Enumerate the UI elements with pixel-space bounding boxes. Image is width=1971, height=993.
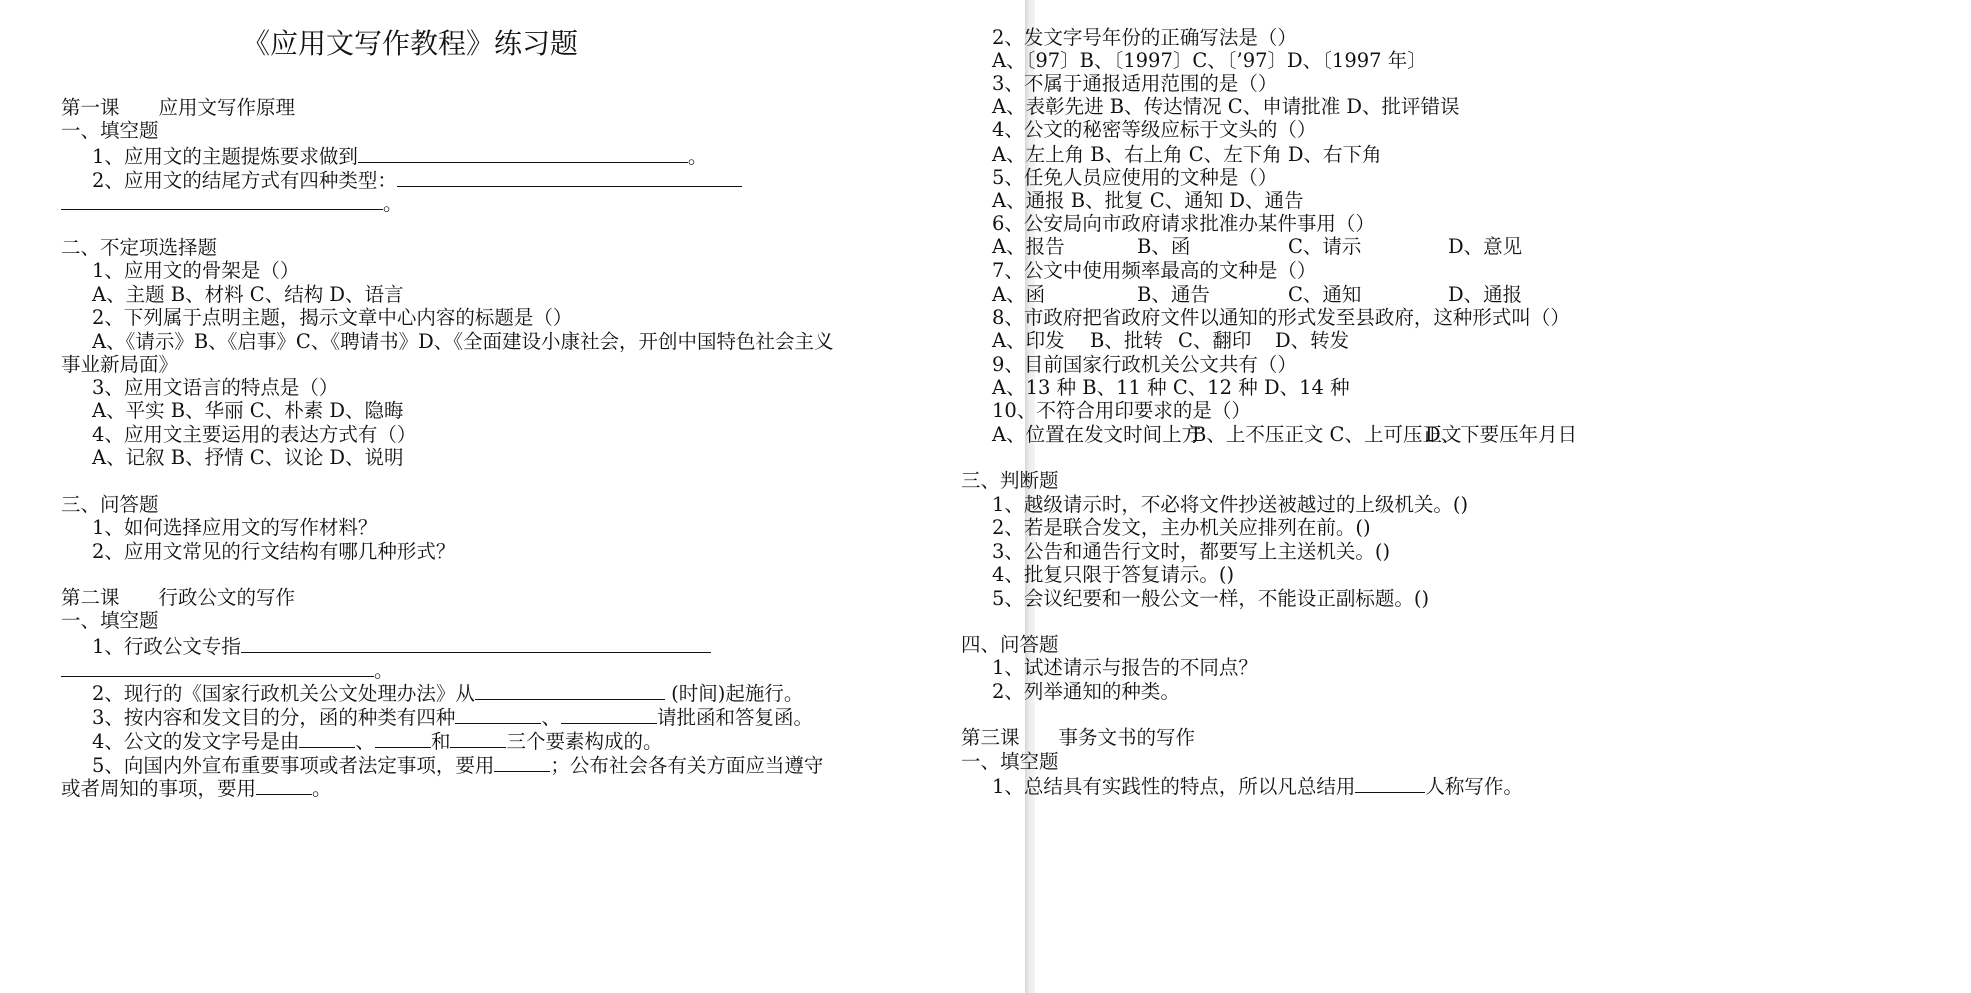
question-text: 6、公安局向市政府请求批准办某件事用（）: [992, 212, 1375, 235]
answer-blank: [358, 142, 688, 163]
question-suffix: (时间)起施行。: [671, 682, 804, 705]
lesson-2-heading: 第二课 行政公文的写作: [61, 586, 296, 609]
question-text: 1、如何选择应用文的写作材料？: [92, 516, 378, 539]
answer-options: A、通报 B、批复 C、通知 D、通告: [992, 189, 1304, 212]
document-title: 《应用文写作教程》练习题: [242, 27, 579, 60]
question-text: 5、任免人员应使用的文种是（）: [992, 166, 1278, 189]
question-text: 3、不属于通报适用范围的是（）: [992, 72, 1278, 95]
question-text: 8、市政府把省政府文件以通知的形式发至县政府，这种形式叫（）: [992, 306, 1570, 329]
answer-options: A、记叙 B、抒情 C、议论 D、说明: [92, 446, 404, 469]
question-text: 7、公文中使用频率最高的文种是（）: [992, 259, 1317, 282]
document-page-right: [961, 0, 1971, 993]
answer-blank: [1355, 772, 1425, 793]
question-suffix: 人称写作。: [1425, 775, 1523, 798]
answer-blank: [61, 656, 374, 677]
question-text: 3、公告和通告行文时，都要写上主送机关。(): [992, 540, 1391, 563]
answer-blank: [450, 727, 506, 748]
answer-blank: [494, 751, 550, 772]
question-suffix: 。: [374, 659, 394, 682]
question-prefix: 3、按内容和发文目的分，函的种类有四种: [92, 706, 456, 729]
answer-option: D、意见: [1448, 235, 1523, 258]
section-heading: 一、填空题: [961, 750, 1059, 773]
answer-blank: [397, 166, 742, 187]
question-prefix: 4、公文的发文字号是由: [92, 730, 300, 753]
answer-option: C、通知: [1288, 283, 1362, 306]
answer-option: C、翻印: [1178, 329, 1252, 352]
answer-options: A、平实 B、华丽 C、朴素 D、隐晦: [92, 399, 404, 422]
question-text: 2、下列属于点明主题，揭示文章中心内容的标题是（）: [92, 306, 573, 329]
answer-options: A、〔97〕B、〔1997〕C、〔’97〕D、〔1997 年〕: [992, 49, 1427, 72]
question-text: 1、应用文的骨架是（）: [92, 259, 300, 282]
question-text: 5、会议纪要和一般公文一样，不能设正副标题。(): [992, 587, 1430, 610]
answer-blank: [375, 727, 431, 748]
question-prefix: 5、向国内外宣布重要事项或者法定事项，要用: [92, 754, 495, 777]
answer-blank: [475, 679, 665, 700]
answer-options: A、主题 B、材料 C、结构 D、语言: [92, 283, 404, 306]
question-text: 2、应用文常见的行文结构有哪几种形式？: [92, 540, 456, 563]
separator: 、: [541, 706, 561, 729]
question-suffix: 。: [687, 145, 708, 168]
answer-option: B、上不压正文 C、上可压正文: [1192, 423, 1462, 446]
answer-blank: [561, 703, 657, 724]
answer-options: A、《请示》B、《启事》C、《聘请书》D、《全面建设小康社会，开创中国特色社会主义: [92, 330, 834, 353]
question-suffix: ；公布社会各有关方面应当遵守: [550, 754, 824, 777]
question-suffix: 请批函和答复函。: [656, 706, 813, 729]
answer-option: B、通告: [1137, 283, 1210, 306]
answer-option: A、印发: [992, 329, 1065, 352]
question-text: 4、批复只限于答复请示。(): [992, 563, 1235, 586]
section-heading: 四、问答题: [961, 633, 1059, 656]
question-text: 4、应用文主要运用的表达方式有（）: [92, 423, 417, 446]
answer-options: 事业新局面》: [61, 353, 179, 376]
answer-blank: [61, 189, 383, 210]
lesson-3-heading: 第三课 事务文书的写作: [961, 726, 1196, 749]
question-prefix: 2、应用文的结尾方式有四种类型：: [92, 169, 397, 192]
question-text: 4、公文的秘密等级应标于文头的（）: [992, 118, 1317, 141]
lesson-1-heading: 第一课 应用文写作原理: [61, 96, 296, 119]
answer-options: A、左上角 B、右上角 C、左下角 D、右下角: [992, 143, 1382, 166]
section-heading: 一、填空题: [61, 119, 159, 142]
answer-option: D、通报: [1448, 283, 1523, 306]
section-heading: 三、问答题: [61, 493, 159, 516]
question-text: 3、应用文语言的特点是（）: [92, 376, 339, 399]
question-text: [61, 774, 332, 802]
answer-option: B、批转: [1090, 329, 1163, 352]
section-heading: 二、不定项选择题: [61, 236, 218, 259]
question-text: 1、越级请示时，不必将文件抄送被越过的上级机关。(): [992, 493, 1469, 516]
answer-blank: [256, 774, 312, 795]
answer-option: B、函: [1137, 235, 1191, 258]
answer-options: A、13 种 B、11 种 C、12 种 D、14 种: [992, 376, 1350, 399]
answer-option: D、下要压年月日: [1425, 423, 1578, 446]
question-text: [992, 772, 1523, 800]
question-text: 2、若是联合发文，主办机关应排列在前。(): [992, 516, 1371, 539]
question-suffix: 三个要素构成的。: [506, 730, 663, 753]
question-text: 2、列举通知的种类。: [992, 680, 1180, 703]
answer-blank: [299, 727, 355, 748]
section-heading: 三、判断题: [961, 469, 1059, 492]
separator: 和: [430, 730, 451, 753]
answer-blank: [241, 632, 711, 653]
answer-option: A、位置在发文时间上方: [992, 423, 1202, 446]
answer-option: D、转发: [1275, 329, 1350, 352]
answer-blank: [455, 703, 541, 724]
separator: 、: [355, 730, 375, 753]
question-text: 2、发文字号年份的正确写法是（）: [992, 26, 1297, 49]
answer-option: A、函: [992, 283, 1046, 306]
question-text: 1、试述请示与报告的不同点？: [992, 656, 1258, 679]
question-prefix: 或者周知的事项，要用: [61, 777, 257, 800]
question-prefix: 1、行政公文专指: [92, 635, 241, 658]
question-suffix: 。: [383, 192, 403, 215]
question-text: [61, 189, 403, 217]
question-prefix: 2、现行的《国家行政机关公文处理办法》从: [92, 682, 475, 705]
answer-option: C、请示: [1288, 235, 1362, 258]
answer-option: A、报告: [992, 235, 1065, 258]
question-prefix: 1、应用文的主题提炼要求做到: [92, 145, 358, 168]
question-text: 9、目前国家行政机关公文共有（）: [992, 353, 1297, 376]
question-suffix: 。: [312, 777, 332, 800]
section-heading: 一、填空题: [61, 609, 159, 632]
question-prefix: 1、总结具有实践性的特点，所以凡总结用: [992, 775, 1356, 798]
question-text: 10、不符合用印要求的是（）: [992, 399, 1251, 422]
answer-options: A、表彰先进 B、传达情况 C、申请批准 D、批评错误: [992, 95, 1460, 118]
